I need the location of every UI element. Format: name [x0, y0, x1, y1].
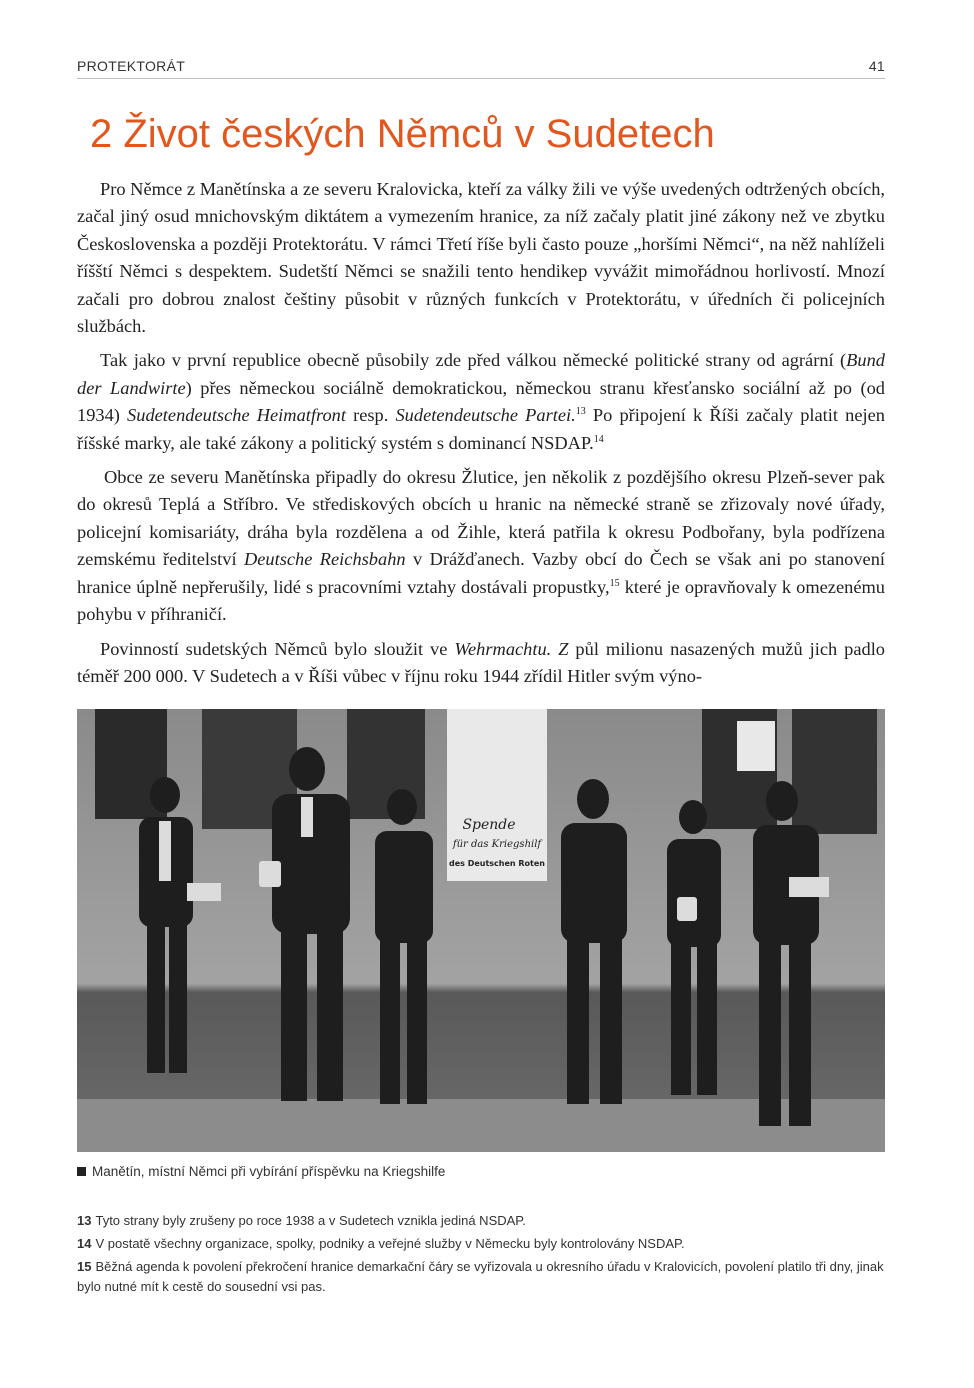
- body-text: [77, 176, 885, 697]
- footnote-ref-14: 14: [593, 433, 604, 445]
- footnote-13: 13 Tyto strany byly zrušeny po roce 1938 a v Sudetech vznikla jediná NSDAP.: [77, 1213, 526, 1228]
- caption-text: Manětín, místní Němci při vybírání příspěvku na Kriegshilfe: [92, 1164, 446, 1179]
- page-number: 41: [868, 58, 885, 74]
- footnote-ref-15: 15: [609, 577, 620, 589]
- poster-text-1: Spende: [462, 817, 516, 833]
- footnote-15: 15 Běžná agenda k povolení překročení hranice demarkační čáry se vyřizovala u okresního úřadu v Kralovicích, povolení platilo tři dny, jinak bylo nutné mít k cestě do sousední vsi pas.: [77, 1259, 884, 1294]
- footnotes: [77, 1211, 885, 1300]
- photo-caption: [77, 1164, 885, 1179]
- paragraph-4: Povinností sudetských Němců bylo sloužit ve Wehrmachtu. Z půl milionu nasazených mužů jich padlo téměř 200 000. V Sudetech a v Říši vůbec v říjnu roku 1944 zřídil Hitler svým výno-: [77, 638, 885, 686]
- footnote-ref-13: 13: [575, 406, 586, 418]
- paragraph-2: Tak jako v první republice obecně působily zde před válkou německé politické strany od agrární (Bund der Landwirte) přes německou sociálně demokratickou, německou stranu křesťansko sociální až po (od 1934) Sudetendeutsche Heimatfront resp. Sudetendeutsche Partei.$^{13}$ Po připojení k Říši začaly platit nejen říšské marky, ale také zákony a politický systém s dominancí NSDAP.$^{14}$: [77, 350, 885, 453]
- historical-photo: [77, 709, 885, 1152]
- caption-square-icon: [77, 1167, 86, 1176]
- page-header: [77, 58, 885, 79]
- footnote-14: 14 V postatě všechny organizace, spolky, podniky a veřejné služby v Německu byly kontrolovány NSDAP.: [77, 1236, 685, 1251]
- paragraph-1: Pro Němce z Manětínska a ze severu Kralovicka, kteří za války žili ve výše uvedených odtržených obcích, začal jiný osud mnichovským diktátem a vymezením hranice, za níž začaly platit jiné zákony než ve zbytku Československa a později Protektorátu. V rámci Třetí říše byli často pouze „horšími Němci“, na něž nahlíželi říšští Němci s despektem. Sudetští Němci se snažili tento hendikep vyvážit mimořádnou horlivostí. Mnozí začali pro dobrou znalost češtiny působit v různých funkcích v Protektorátu, v úředních či policejních službách.: [77, 179, 885, 337]
- poster-text-3: des Deutschen Roten: [449, 859, 545, 868]
- paragraph-3: Obce ze severu Manětínska připadly do okresu Žlutice, jen několik z pozdějšího okresu Plzeň-sever pak do okresů Teplá a Stříbro. Ve střediskových obcích u hranic na německé straně se zřizovaly nové úřady, policejní komisariáty, dráha byla rozdělena a od Žihle, která patřila k okresu Podbořany, byla podřízena zemskému ředitelství Deutsche Reichsbahn v Drážďanech. Vazby obcí do Čech se však ani po stanovení hranice úplně nepřerušily, lidé s pracovními vztahy dostávali propustky,$^{15}$ které je opravňovaly k omezenému pohybu v příhraničí.: [77, 467, 885, 625]
- running-title: PROTEKTORÁT: [77, 58, 186, 74]
- poster-text-2: für das Kriegshilf: [452, 839, 542, 850]
- chapter-title: 2 Život českých Němců v Sudetech: [90, 112, 715, 156]
